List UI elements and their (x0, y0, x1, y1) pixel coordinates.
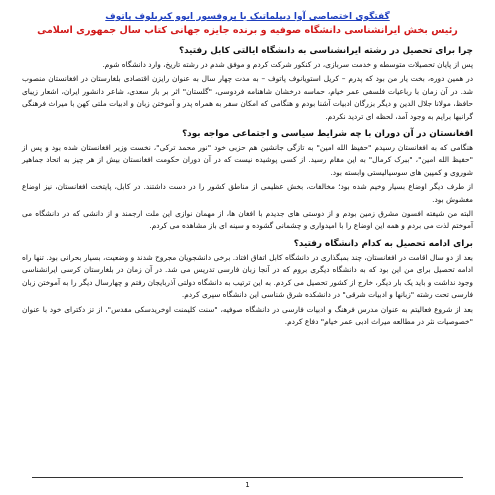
paragraph: البته من شیفته افسون مشرق زمین بودم و از دوستی های جدیدم با افغان ها، از مهمان نوازی این ملت ارجمند و از دانشی که در دانشگاه می آموختم لذت می بردم و همه این اوضاع را با امیدواری و چشمانی گشوده و سینه ای باز مشاهده می کردم. (22, 209, 473, 231)
section-heading: برای ادامه تحصیل به کدام دانشگاه رفتید؟ (293, 238, 473, 249)
page-number: 1 (245, 481, 250, 489)
paragraph: بعد از دو سال اقامت در افغانستان، چند بمبگذاری در دانشگاه کابل اتفاق افتاد. برخی دانشجویان مجروح شدند و وضعیت، بسیار بحرانی بود. تنها راه ادامه تحصیل برای من این بود که به دانشگاه دیگری بروم که در آنجا زبان فارسی تدریس می شد. در آن زمان در بلغارستان کرسی ایرانشناسی وجود نداشت و باید یک بار دیگر، خارج از کشور تحصیل می کردم. به این ترتیب به دانشگاه دولتی آذربایجان رفتم و چهارسال دیگر را به آموختن زبان فارسی تحت رشته "زبانها و ادبیات شرقی" در دانشکده شرق شناسی این دانشگاه سپری کردم. (22, 252, 473, 300)
section-1 (22, 46, 473, 123)
section-heading: افغانستان در آن دوران با چه شرایط سیاسی و اجتماعی مواجه بود؟ (182, 129, 473, 140)
section-2 (22, 129, 473, 233)
document-subtitle: رئیس بخش ایرانشناسی دانشگاه صوفیه و برنده جایزه جهانی کتاب سال جمهوری اسلامی (37, 25, 458, 36)
section-heading: چرا برای تحصیل در رشته ایرانشناسی به دانشگاه ایالتی کابل رفتید؟ (179, 46, 473, 56)
paragraph: بعد از شروع فعالیتم به عنوان مدرس فرهنگ و ادبیات فارسی در دانشگاه صوفیه، "سنت کلیمنت اوخریدسکی مقدس"، از تز دکترای خود با عنوان "خصوصیات نثر در مطالعه میراث ادبی عمر خیام" دفاع کردم. (22, 304, 473, 326)
paragraph: پس از پایان تحصیلات متوسطه و خدمت سربازی، در کنکور شرکت کردم و موفق شدم در رشته تاریخ، وارد دانشگاه شوم. (102, 60, 473, 69)
footer-divider (32, 477, 463, 478)
paragraph: در همین دوره، بخت یار من بود که پدرم – کریل استویانوف پاتوف – به مدت چهار سال به عنوان رایزن اقتصادی بلغارستان در افغانستان منصوب شد. در آن زمان با رباعیات فلسفی عمر خیام، حماسه درخشان شاهنامه فردوسی، "گلستان" اثر بر بار سعدی، شاعر دانشور ایران، اشعار زیبای حافظ، مولانا جلال الدین و دیگر بزرگان ادبیات آشنا بودم و هنگامی که امکان سفر به همراه پدر و آموختن زبان و ادبیات ملتی کهن با میراث فرهنگی گرانبها برایم به وجود آمد، لحظه ای تردید نکردم. (22, 74, 473, 121)
document-title: گفتگوی اختصاصی آوا دیپلماتیک با پروفسور ایوو کیریلوف پاتوف (105, 12, 390, 22)
paragraph: از طرف دیگر اوضاع بسیار وخیم شده بود؛ مخالفات، بخش عظیمی از مناطق کشور را در دست داشتند. در کابل، پایتخت افغانستان، نیز اوضاع مغشوش بود. (22, 182, 473, 204)
section-3 (22, 239, 473, 328)
paragraph: هنگامی که به افغانستان رسیدم "حفیظ الله امین" به تازگی جانشین هم حزبی خود "نور محمد ترکی"، نخست وزیر افغانستان شده بود و پس از "حفیظ الله امین"، "ببرک کرمال" به این مقام رسید. از کسی پوشیده نیست که در آن دوران حکومت افغانستان بیش از هر چیز به اتحاد جماهیر شوروی و کمپین های سوسیالیستی وابسته بود. (22, 143, 473, 177)
